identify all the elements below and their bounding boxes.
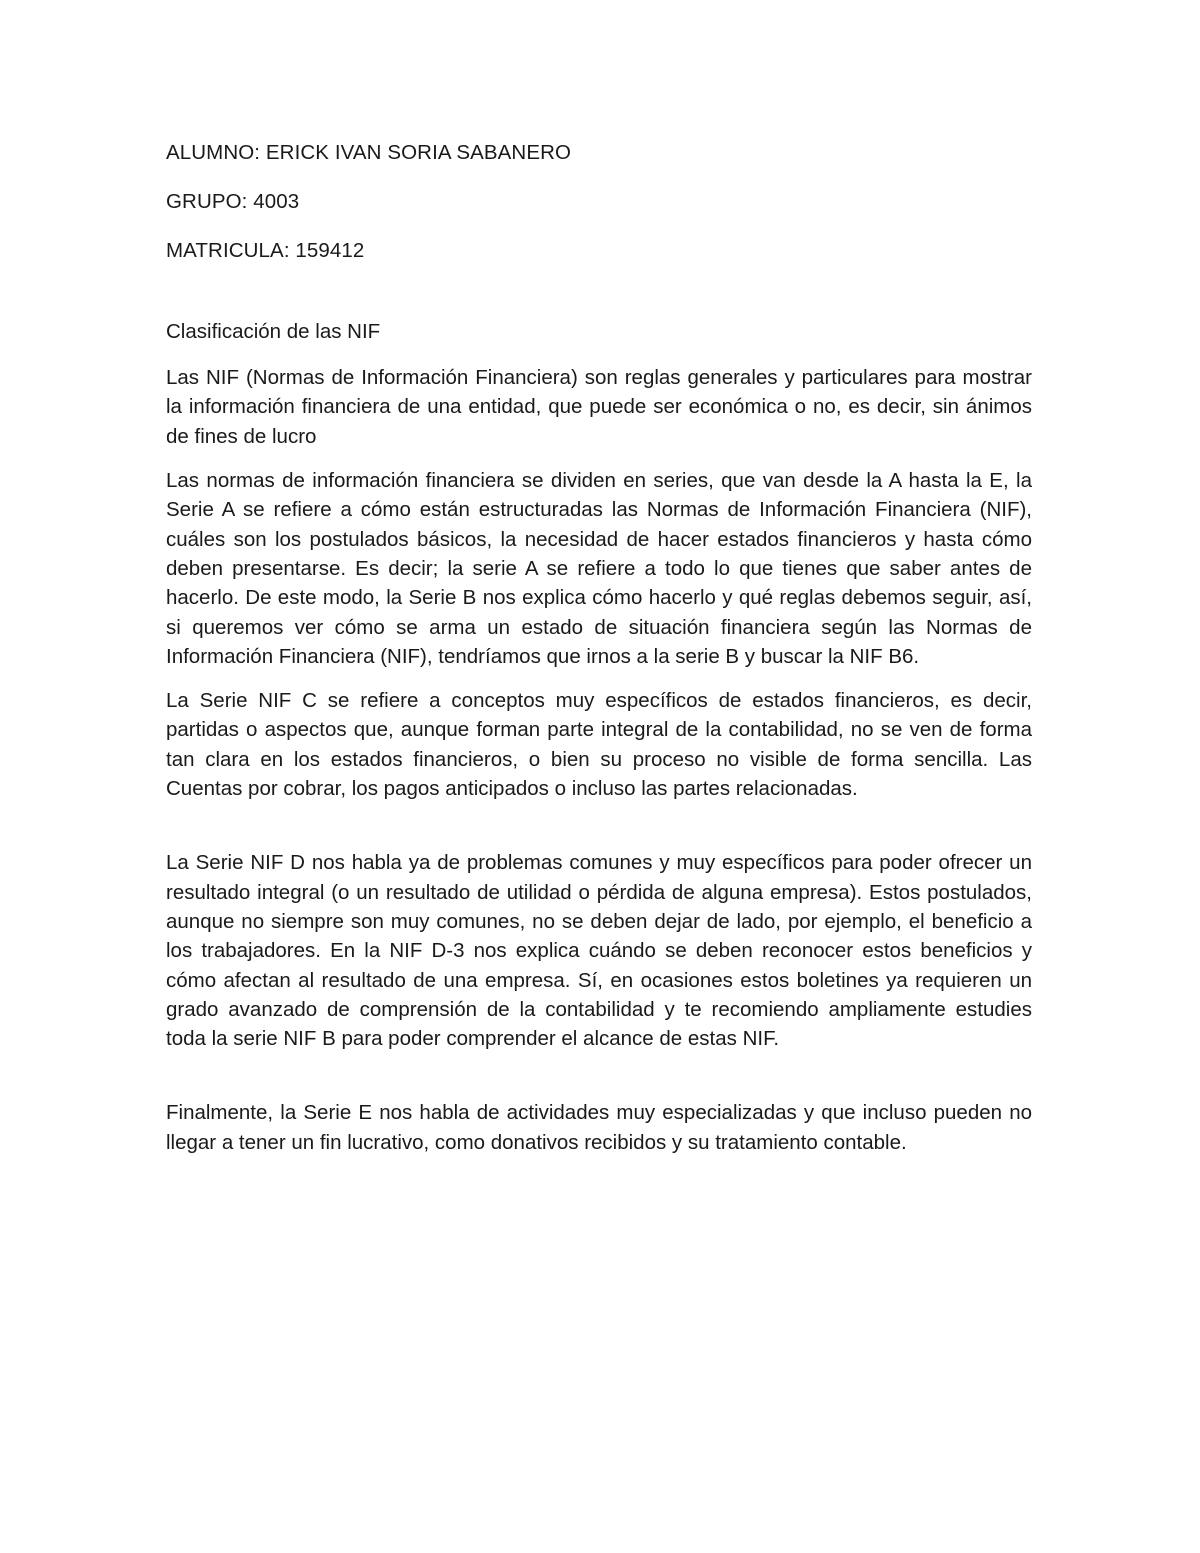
document-title: Clasificación de las NIF xyxy=(166,319,381,343)
paragraph-series-e: Finalmente, la Serie E nos habla de actividades muy especializadas y que incluso pueden no llegar a tener un fin lucrativo, como donativos recibidos y su tratamiento contable. xyxy=(166,1101,1032,1154)
paragraph-series-a-b: Las normas de información financiera se dividen en series, que van desde la A hasta la E, la Serie A se refiere a cómo están estructuradas las Normas de Información Financiera (NIF), cuáles son los postulados básicos, la necesidad de hacer estados financieros y hasta cómo deben presentarse. Es decir; la serie A se refiere a todo lo que tienes que saber antes de hacerlo. De este modo, la Serie B nos explica cómo hacerlo y qué reglas debemos seguir, así, si queremos ver cómo se arma un estado de situación financiera según las Normas de Información Financiera (NIF), tendríamos que irnos a la serie B y buscar la NIF B6. xyxy=(166,469,1032,668)
paragraph-series-d: La Serie NIF D nos habla ya de problemas comunes y muy específicos para poder ofrecer un resultado integral (o un resultado de utilidad o pérdida de alguna empresa). Estos postulados, aunque no siempre son muy comunes, no se deben dejar de lado, por ejemplo, el beneficio a los trabajadores. En la NIF D-3 nos explica cuándo se deben reconocer estos beneficios y cómo afectan al resultado de una empresa. Sí, en ocasiones estos boletines ya requieren un grado avanzado de comprensión de la contabilidad y te recomiendo ampliamente estudies toda la serie NIF B para poder comprender el alcance de estas NIF. xyxy=(166,851,1032,1051)
blank-line xyxy=(166,1068,1032,1098)
document-body xyxy=(166,138,1032,1172)
student-group: GRUPO: 4003 xyxy=(166,189,300,213)
blank-line xyxy=(166,818,1032,848)
student-name: ALUMNO: ERICK IVAN SORIA SABANERO xyxy=(166,141,572,164)
paragraph-series-c: La Serie NIF C se refiere a conceptos muy específicos de estados financieros, es decir, partidas o aspectos que, aunque forman parte integral de la contabilidad, no se ven de forma tan clara en los estados financieros, o bien su proceso no visible de forma sencilla. Las Cuentas por cobrar, los pagos anticipados o incluso las partes relacionadas. xyxy=(166,689,1032,801)
paragraph-nif-definition: Las NIF (Normas de Información Financiera) son reglas generales y particulares para mostrar la información financiera de una entidad, que puede ser económica o no, es decir, sin ánimos de fines de lucro xyxy=(166,366,1032,448)
student-id: MATRICULA: 159412 xyxy=(166,238,365,262)
